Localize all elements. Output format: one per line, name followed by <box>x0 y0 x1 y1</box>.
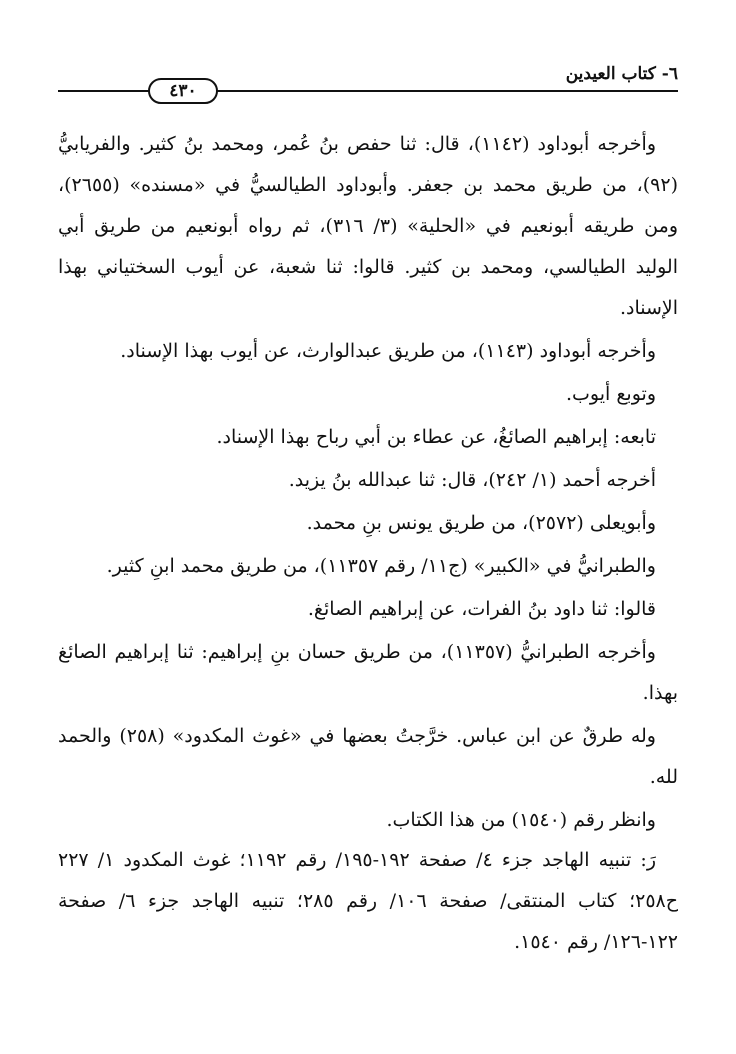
paragraph-tabarani-11357: وأخرجه الطبرانيُّ (١١٣٥٧)، من طريق حسان بنِ إبراهيم: ثنا إبراهيم الصائغ بهذا. <box>58 641 678 704</box>
paragraph-ayyub-followed: وتوبع أيوب. <box>565 383 656 405</box>
page-number-badge: ٤٣٠ <box>148 78 218 104</box>
main-text <box>58 124 678 843</box>
paragraph-turuq-ibn-abbas: وله طرقٌ عن ابن عباس. خرَّجتُ بعضها في «غوث المكدود» (٢٥٨) والحمد لله. <box>58 725 678 788</box>
paragraph-ahmad: أخرجه أحمد (١/ ٢٤٢)، قال: ثنا عبدالله بنُ يزيد. <box>288 469 656 491</box>
paragraph-qalu: قالوا: ثنا داود بنُ الفرات، عن إبراهيم الصائغ. <box>307 598 656 620</box>
paragraph-see-also: وانظر رقم (١٥٤٠) من هذا الكتاب. <box>386 809 656 831</box>
paragraph-saigh-mutaba: تابعه: إبراهيم الصائغُ، عن عطاء بن أبي رباح بهذا الإسناد. <box>216 426 656 448</box>
paragraph-abuyala: وأبويعلى (٢٥٧٢)، من طريق يونس بنِ محمد. <box>306 512 656 534</box>
references-text: رَ: تنبيه الهاجد جزء ٤/ صفحة ١٩٢-١٩٥/ رقم ١١٩٢؛ غوث المكدود ١/ ٢٢٧ ح٢٥٨؛ كتاب المنتقى/ صفحة ١٠٦/ رقم ٢٨٥؛ تنبيه الهاجد جزء ٦/ صفحة ١٢٢-١٢٦/ رقم ١٥٤٠. <box>58 849 678 953</box>
paragraph-takhrij-abudawud: وأخرجه أبوداود (١١٤٢)، قال: ثنا حفص بنُ عُمر، ومحمد بنُ كثير. والفريابيُّ (٩٢)، من طريق محمد بن جعفر. وأبوداود الطيالسيُّ في «مسنده» (٢٦٥٥)، ومن طريقه أبونعيم في «الحلية» (٣/ ٣١٦)، ثم رواه أبونعيم من طريق أبي الوليد الطيالسي، ومحمد بن كثير. قالوا: ثنا شعبة، عن أيوب السختياني بهذا الإسناد. <box>58 133 678 319</box>
page-header <box>58 60 678 100</box>
paragraph-abudawud-1143: وأخرجه أبوداود (١١٤٣)، من طريق عبدالوارث، عن أيوب بهذا الإسناد. <box>120 340 656 362</box>
paragraph-tabarani-kabir: والطبرانيُّ في «الكبير» (ج١١/ رقم ١١٣٥٧)، من طريق محمد ابنِ كثير. <box>106 555 656 577</box>
references-note <box>58 840 678 963</box>
chapter-title: ٦- كتاب العيدين <box>565 64 678 84</box>
